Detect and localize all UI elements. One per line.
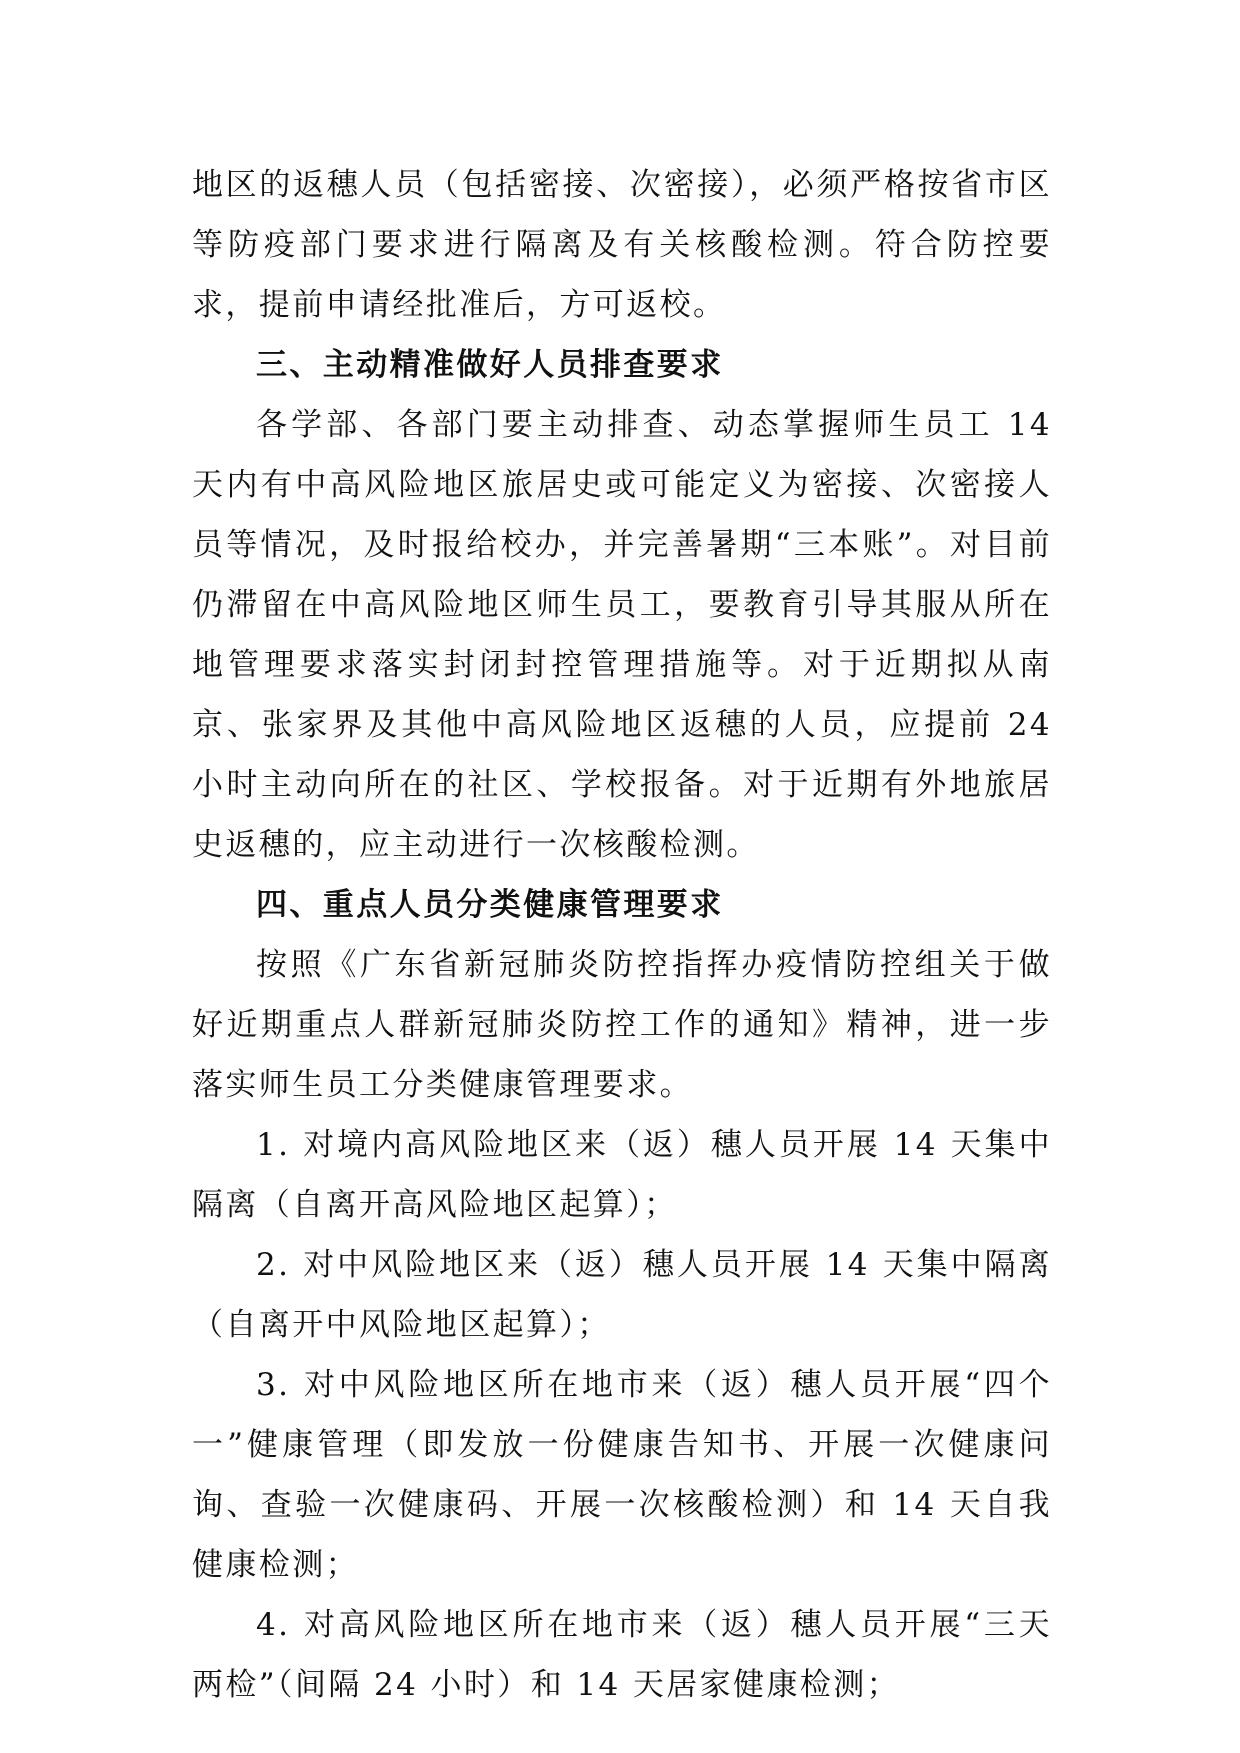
list-item-4: 4. 对高风险地区所在地市来（返）穗人员开展“三天两检”（间隔 24 小时）和 14 天居家健康检测； (192, 1607, 1052, 1703)
paragraph-screening: 各学部、各部门要主动排查、动态掌握师生员工 14 天内有中高风险地区旅居史或可能定义为密接、次密接人员等情况，及时报给校办，并完善暑期“三本账”。对目前仍滞留在中高风险地区师生员工，要教育引导其服从所在地管理要求落实封闭封控管理措施等。对于近期拟从南京、张家界及其他中高风险地区返穗的人员，应提前 24 小时主动向所在的社区、学校报备。对于近期有外地旅居史返穗的，应主动进行一次核酸检测。 (192, 407, 1052, 863)
list-item-2: 2. 对中风险地区来（返）穗人员开展 14 天集中隔离（自离开中风险地区起算）； (192, 1247, 1052, 1343)
list-item-3: 3. 对中风险地区所在地市来（返）穗人员开展“四个一”健康管理（即发放一份健康告知书、开展一次健康问询、查验一次健康码、开展一次核酸检测）和 14 天自我健康检测； (192, 1367, 1052, 1583)
document-page (192, 155, 1052, 1715)
paragraph-return-requirements: 地区的返穗人员（包括密接、次密接），必须严格按省市区等防疫部门要求进行隔离及有关核酸检测。符合防控要求，提前申请经批准后，方可返校。 (192, 167, 1052, 323)
paragraph-notice-reference: 按照《广东省新冠肺炎防控指挥办疫情防控组关于做好近期重点人群新冠肺炎防控工作的通知》精神，进一步落实师生员工分类健康管理要求。 (192, 947, 1052, 1103)
section-heading-3: 三、主动精准做好人员排查要求 (256, 347, 724, 383)
section-heading-4: 四、重点人员分类健康管理要求 (256, 887, 724, 923)
list-item-1: 1. 对境内高风险地区来（返）穗人员开展 14 天集中隔离（自离开高风险地区起算）； (192, 1127, 1052, 1223)
